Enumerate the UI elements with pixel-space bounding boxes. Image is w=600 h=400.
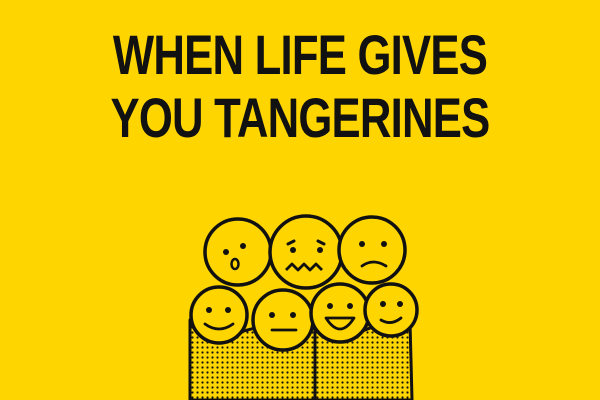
tangerine-face-front-3: [311, 284, 369, 342]
title-line-2: YOU TANGERINES: [110, 85, 490, 149]
tangerine-illustration: [0, 200, 600, 400]
tangerine-face-back-center: [270, 216, 342, 288]
title-line-1: WHEN LIFE GIVES: [112, 23, 488, 86]
tangerine-face-front-2: [253, 290, 313, 350]
poster-title: [0, 24, 600, 149]
tangerine-face-front-1: [191, 287, 247, 343]
tangerine-face-back-right: [339, 217, 405, 283]
tangerine-face-back-left: [205, 219, 271, 285]
tangerine-face-front-4: [365, 284, 417, 336]
